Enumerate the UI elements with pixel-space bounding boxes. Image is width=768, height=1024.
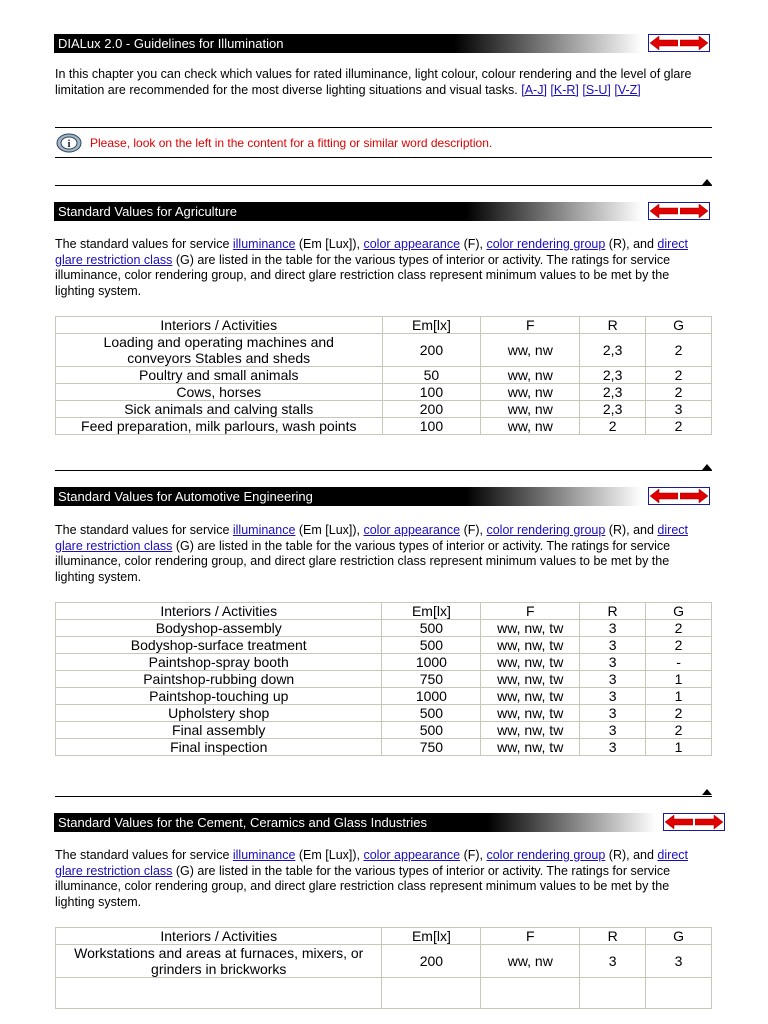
divider bbox=[55, 157, 712, 158]
standard-values-paragraph: The standard values for service illuminance (Em [Lux]), color appearance (F), color rendering group (R), and direct glare restriction class (G) are listed in the table for the various types of interior or activity. The ratings for service illuminance, color rendering group, and direct glare restriction class represent minimum values to be met by the lighting system. bbox=[55, 237, 688, 298]
table-cell: 2,3 bbox=[580, 401, 646, 418]
section-divider bbox=[55, 796, 712, 797]
table-cell: 2 bbox=[646, 637, 712, 654]
table-cell: Bodyshop-assembly bbox=[56, 620, 382, 637]
table-cell: ww, nw bbox=[481, 418, 580, 435]
table-cell: 3 bbox=[580, 688, 646, 705]
table-row bbox=[56, 367, 712, 384]
svg-text:i: i bbox=[67, 138, 71, 150]
glare-class-link[interactable]: direct glare restriction class bbox=[55, 848, 688, 878]
note-text: Please, look on the left in the content for a fitting or similar word description. bbox=[90, 136, 493, 150]
table-cell: - bbox=[646, 654, 712, 671]
table-cell: 750 bbox=[382, 739, 481, 756]
table-cell: 3 bbox=[580, 705, 646, 722]
section-title: Standard Values for Automotive Engineering bbox=[58, 489, 313, 504]
section-divider bbox=[55, 470, 712, 471]
column-header: R bbox=[580, 603, 646, 620]
table-cell: Final assembly bbox=[56, 722, 382, 739]
table-cell: 3 bbox=[580, 722, 646, 739]
table-cell: ww, nw, tw bbox=[481, 620, 580, 637]
table-cell: ww, nw, tw bbox=[481, 654, 580, 671]
color-appearance-link[interactable]: color appearance bbox=[363, 848, 461, 862]
table-cell: 3 bbox=[580, 945, 646, 978]
table-cell: 1000 bbox=[382, 654, 481, 671]
standard-values-paragraph: The standard values for service illuminance (Em [Lux]), color appearance (F), color rendering group (R), and direct glare restriction class (G) are listed in the table for the various types of interior or activity. The ratings for service illuminance, color rendering group, and direct glare restriction class represent minimum values to be met by the lighting system. bbox=[55, 523, 688, 584]
table-cell: 2 bbox=[646, 722, 712, 739]
table-cell: 2 bbox=[646, 384, 712, 401]
intro-paragraph: In this chapter you can check which values for rated illuminance, light colour, colour rendering and the level of glare limitation are recommended for the most diverse lighting situations and visual tasks. [A-J] [K-R] [S-U] [V-Z] bbox=[55, 67, 692, 97]
column-header: G bbox=[646, 317, 712, 334]
table-row bbox=[56, 418, 712, 435]
table-cell: 500 bbox=[382, 722, 481, 739]
table-cell: 200 bbox=[382, 945, 481, 978]
table-cell: 3 bbox=[580, 654, 646, 671]
table-cell: 500 bbox=[382, 705, 481, 722]
table-cell: Paintshop-spray booth bbox=[56, 654, 382, 671]
section-title: Standard Values for the Cement, Ceramics and Glass Industries bbox=[58, 815, 427, 830]
table-cell: Paintshop-touching up bbox=[56, 688, 382, 705]
table-cell: 3 bbox=[646, 945, 712, 978]
table-cell: ww, nw, tw bbox=[481, 637, 580, 654]
page-title: DIALux 2.0 - Guidelines for Illumination bbox=[58, 36, 284, 51]
table-row bbox=[56, 978, 712, 1009]
arrow-left-icon[interactable] bbox=[650, 204, 678, 218]
table-cell: 3 bbox=[580, 620, 646, 637]
table-cell: 200 bbox=[382, 401, 481, 418]
table-cell: Feed preparation, milk parlours, wash points bbox=[56, 418, 383, 435]
illuminance-link[interactable]: illuminance bbox=[232, 848, 296, 862]
table-cell: 2,3 bbox=[580, 367, 646, 384]
table-cell: 750 bbox=[382, 671, 481, 688]
color-appearance-link[interactable]: color appearance bbox=[363, 237, 461, 251]
table-row bbox=[56, 945, 712, 978]
table-row bbox=[56, 688, 712, 705]
table-cell: ww, nw bbox=[481, 367, 580, 384]
column-header: R bbox=[580, 928, 646, 945]
table-cell: 2 bbox=[646, 418, 712, 435]
color-rendering-link[interactable]: color rendering group bbox=[486, 237, 606, 251]
table-row bbox=[56, 705, 712, 722]
glare-class-link[interactable]: direct glare restriction class bbox=[55, 237, 688, 267]
agriculture-table bbox=[55, 316, 712, 435]
section-header bbox=[54, 202, 642, 221]
illuminance-link[interactable]: illuminance bbox=[232, 237, 296, 251]
link-v-z[interactable]: [V-Z] bbox=[614, 82, 641, 97]
column-header: Em[lx] bbox=[382, 317, 481, 334]
table-cell: 100 bbox=[382, 384, 481, 401]
table-cell: Sick animals and calving stalls bbox=[56, 401, 383, 418]
table-cell: 200 bbox=[382, 334, 481, 367]
column-header: F bbox=[481, 928, 580, 945]
nav-buttons[interactable] bbox=[648, 487, 710, 505]
table-cell: Paintshop-rubbing down bbox=[56, 671, 382, 688]
table-cell: Workstations and areas at furnaces, mixers, or grinders in brickworks bbox=[56, 945, 382, 978]
table-cell: ww, nw, tw bbox=[481, 688, 580, 705]
table-row bbox=[56, 637, 712, 654]
color-rendering-link[interactable]: color rendering group bbox=[486, 848, 606, 862]
section-header bbox=[54, 813, 656, 832]
table-cell: 2,3 bbox=[580, 334, 646, 367]
table-header-row bbox=[56, 317, 712, 334]
table-row bbox=[56, 401, 712, 418]
table-cell: 3 bbox=[580, 739, 646, 756]
arrow-left-icon[interactable] bbox=[650, 36, 678, 50]
table-cell: 1 bbox=[646, 688, 712, 705]
column-header: Interiors / Activities bbox=[56, 317, 383, 334]
table-cell: 3 bbox=[580, 671, 646, 688]
table-cell: ww, nw bbox=[481, 384, 580, 401]
arrow-right-icon[interactable] bbox=[695, 815, 723, 829]
table-cell: 50 bbox=[382, 367, 481, 384]
table-cell: Bodyshop-surface treatment bbox=[56, 637, 382, 654]
arrow-right-icon[interactable] bbox=[680, 489, 708, 503]
color-appearance-link[interactable]: color appearance bbox=[363, 523, 461, 537]
table-cell: 2,3 bbox=[580, 384, 646, 401]
column-header: R bbox=[580, 317, 646, 334]
table-cell: 500 bbox=[382, 637, 481, 654]
table-cell: Final inspection bbox=[56, 739, 382, 756]
table-row bbox=[56, 384, 712, 401]
automotive-table bbox=[55, 602, 712, 756]
column-header: F bbox=[481, 317, 580, 334]
table-cell: Upholstery shop bbox=[56, 705, 382, 722]
section-header bbox=[54, 487, 642, 506]
table-cell: ww, nw bbox=[481, 334, 580, 367]
table-row bbox=[56, 722, 712, 739]
table-cell: ww, nw, tw bbox=[481, 739, 580, 756]
table-cell: 2 bbox=[580, 418, 646, 435]
back-to-top-icon[interactable] bbox=[702, 789, 712, 795]
info-icon bbox=[56, 133, 82, 153]
nav-buttons[interactable] bbox=[663, 813, 725, 831]
table-row bbox=[56, 654, 712, 671]
standard-values-paragraph: The standard values for service illuminance (Em [Lux]), color appearance (F), color rendering group (R), and direct glare restriction class (G) are listed in the table for the various types of interior or activity. The ratings for service illuminance, color rendering group, and direct glare restriction class represent minimum values to be met by the lighting system. bbox=[55, 848, 688, 909]
arrow-left-icon[interactable] bbox=[665, 815, 693, 829]
column-header: Interiors / Activities bbox=[56, 928, 382, 945]
table-row bbox=[56, 334, 712, 367]
link-a-j[interactable]: [A-J] bbox=[521, 82, 547, 97]
table-cell: Loading and operating machines and conveyors Stables and sheds bbox=[56, 334, 383, 367]
table-cell: 2 bbox=[646, 334, 712, 367]
table-cell: 2 bbox=[646, 367, 712, 384]
table-cell: 500 bbox=[382, 620, 481, 637]
column-header: G bbox=[646, 928, 712, 945]
table-cell: ww, nw bbox=[481, 945, 580, 978]
arrow-right-icon[interactable] bbox=[680, 204, 708, 218]
table-cell: 2 bbox=[646, 620, 712, 637]
back-to-top-icon[interactable] bbox=[702, 179, 712, 185]
table-cell: 3 bbox=[580, 637, 646, 654]
table-cell: ww, nw, tw bbox=[481, 722, 580, 739]
column-header: F bbox=[481, 603, 580, 620]
table-cell: 1 bbox=[646, 671, 712, 688]
divider bbox=[55, 127, 712, 128]
table-cell: ww, nw bbox=[481, 401, 580, 418]
table-cell: Poultry and small animals bbox=[56, 367, 383, 384]
illuminance-link[interactable]: illuminance bbox=[232, 523, 296, 537]
table-cell: Cows, horses bbox=[56, 384, 383, 401]
table-header-row bbox=[56, 603, 712, 620]
table-cell: 3 bbox=[646, 401, 712, 418]
arrow-left-icon[interactable] bbox=[650, 489, 678, 503]
table-row bbox=[56, 671, 712, 688]
section-divider bbox=[55, 185, 712, 186]
table-cell: ww, nw, tw bbox=[481, 705, 580, 722]
table-header-row bbox=[56, 928, 712, 945]
column-header: Interiors / Activities bbox=[56, 603, 382, 620]
color-rendering-link[interactable]: color rendering group bbox=[486, 523, 606, 537]
page-title-bar bbox=[54, 34, 642, 53]
link-s-u[interactable]: [S-U] bbox=[582, 82, 611, 97]
table-cell: 100 bbox=[382, 418, 481, 435]
link-k-r[interactable]: [K-R] bbox=[550, 82, 579, 97]
table-row bbox=[56, 739, 712, 756]
table-cell: ww, nw, tw bbox=[481, 671, 580, 688]
column-header: G bbox=[646, 603, 712, 620]
column-header: Em[lx] bbox=[382, 928, 481, 945]
table-cell: 1000 bbox=[382, 688, 481, 705]
back-to-top-icon[interactable] bbox=[702, 464, 712, 470]
nav-buttons[interactable] bbox=[648, 202, 710, 220]
section-title: Standard Values for Agriculture bbox=[58, 204, 237, 219]
column-header: Em[lx] bbox=[382, 603, 481, 620]
table-cell: 2 bbox=[646, 705, 712, 722]
arrow-right-icon[interactable] bbox=[680, 36, 708, 50]
table-cell: 1 bbox=[646, 739, 712, 756]
nav-buttons[interactable] bbox=[648, 34, 710, 52]
table-row bbox=[56, 620, 712, 637]
cement-ceramics-glass-table bbox=[55, 927, 712, 1009]
glare-class-link[interactable]: direct glare restriction class bbox=[55, 523, 688, 553]
